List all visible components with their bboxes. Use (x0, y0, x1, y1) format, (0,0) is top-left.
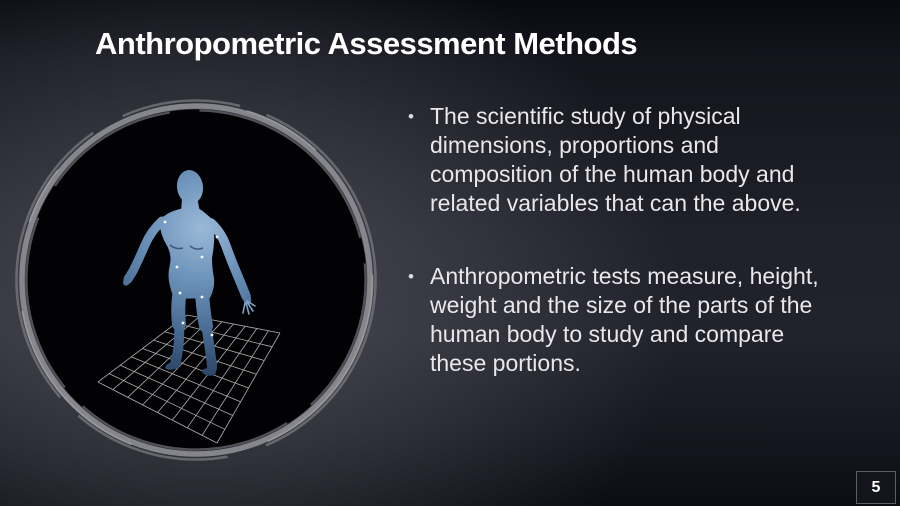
bullet-list (408, 102, 888, 422)
body-scan-circle-image (10, 90, 382, 470)
bullet-line: The scientific study of physical (430, 103, 741, 129)
body-scan-model-illustration (10, 90, 382, 470)
bullet-line: Anthropometric tests measure, height, (430, 263, 819, 289)
slide-number-badge (856, 471, 896, 504)
slide-title: Anthropometric Assessment Methods (95, 26, 638, 61)
bullet-line: human body to study and compare (430, 321, 785, 347)
bullet-text (430, 102, 888, 218)
list-item (408, 262, 888, 378)
bullet-icon: • (408, 107, 414, 126)
bullet-line: composition of the human body and (430, 161, 795, 187)
bullet-line: weight and the size of the parts of the (430, 292, 813, 318)
list-item (408, 102, 888, 218)
bullet-line: related variables that can the above. (430, 190, 801, 216)
slide-number-value: 5 (871, 478, 881, 496)
bullet-text (430, 262, 888, 378)
bullet-line: dimensions, proportions and (430, 132, 719, 158)
bullet-line: these portions. (430, 350, 581, 376)
bullet-icon: • (408, 267, 414, 286)
